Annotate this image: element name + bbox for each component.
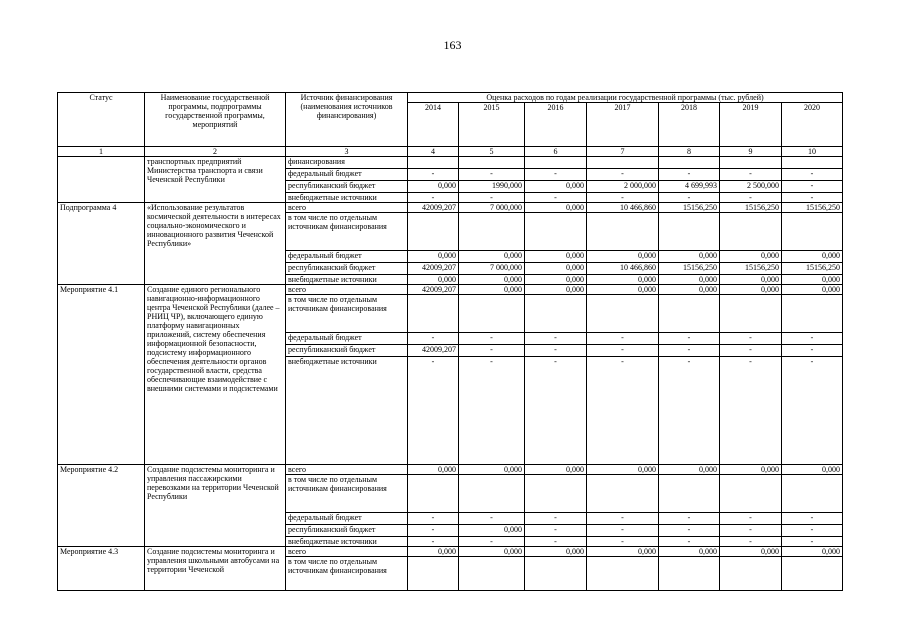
value-cell: - [587,169,659,181]
table-row [58,203,843,213]
value-cell [782,475,843,513]
value-cell: 0,000 [408,275,459,285]
value-cell: 0,000 [408,251,459,263]
value-cell: 0,000 [459,465,525,475]
value-cell: 0,000 [408,181,459,193]
value-cell: - [525,193,587,203]
value-cell [782,157,843,169]
value-cell: 0,000 [525,547,587,557]
value-cell: - [459,537,525,547]
source-cell: внебюджетные источники [286,193,408,203]
name-cell: Создание единого регионального навигационно-информационного центра Чеченской Республики (далее – РНИЦ ЧР), включающего единую платформу навигационных приложений, систему обеспечения информационной безопасности, подсистему информационного обеспечения деятельности органов государственной власти, средства обеспечивающие взаимодействие с внешними системами и подсистемами [145,285,286,465]
value-cell: - [525,525,587,537]
header-year: 2015 [459,103,525,147]
value-cell: - [408,333,459,345]
value-cell [720,295,782,333]
source-cell: в том числе по отдельным источникам финансирования [286,475,408,513]
name-cell: транспортных предприятий Министерства транспорта и связи Чеченской Республики [145,157,286,203]
source-cell: федеральный бюджет [286,251,408,263]
value-cell: 0,000 [782,275,843,285]
value-cell: 0,000 [720,547,782,557]
value-cell: 0,000 [525,285,587,295]
status-cell [58,157,145,203]
value-cell: - [459,357,525,465]
value-cell: - [720,193,782,203]
value-cell [659,157,720,169]
header-year: 2014 [408,103,459,147]
value-cell: 0,000 [720,465,782,475]
value-cell: 2 000,000 [587,181,659,193]
value-cell: 0,000 [587,285,659,295]
value-cell [408,157,459,169]
value-cell: - [659,169,720,181]
value-cell: 0,000 [408,547,459,557]
source-cell: республиканский бюджет [286,181,408,193]
value-cell: - [659,513,720,525]
value-cell: - [720,525,782,537]
column-number: 8 [659,147,720,157]
value-cell: 0,000 [587,465,659,475]
value-cell: - [782,525,843,537]
value-cell: 0,000 [659,547,720,557]
value-cell: 0,000 [659,251,720,263]
column-number: 10 [782,147,843,157]
value-cell: - [459,333,525,345]
header-year: 2020 [782,103,843,147]
value-cell: - [408,169,459,181]
value-cell: 0,000 [782,547,843,557]
value-cell: 10 466,860 [587,203,659,213]
value-cell [782,295,843,333]
value-cell: - [525,537,587,547]
value-cell: - [659,357,720,465]
value-cell: 7 000,000 [459,263,525,275]
value-cell: 0,000 [720,285,782,295]
value-cell: 0,000 [782,251,843,263]
value-cell [459,475,525,513]
value-cell: 15156,250 [782,263,843,275]
value-cell: 0,000 [587,251,659,263]
value-cell: 0,000 [525,251,587,263]
table-row [58,157,843,169]
value-cell: - [459,513,525,525]
value-cell: - [525,345,587,357]
value-cell [459,213,525,251]
value-cell: - [720,169,782,181]
value-cell: - [782,357,843,465]
column-number: 5 [459,147,525,157]
value-cell [720,213,782,251]
value-cell: - [587,525,659,537]
value-cell: 0,000 [459,525,525,537]
value-cell: - [720,357,782,465]
source-cell: республиканский бюджет [286,263,408,275]
value-cell [782,213,843,251]
table-row [58,465,843,475]
value-cell: - [659,345,720,357]
value-cell: - [525,333,587,345]
value-cell [408,295,459,333]
value-cell: 0,000 [587,547,659,557]
value-cell [720,157,782,169]
status-cell: Мероприятие 4.2 [58,465,145,547]
value-cell: - [408,537,459,547]
value-cell: - [525,357,587,465]
value-cell [587,557,659,591]
value-cell: - [782,193,843,203]
value-cell [659,295,720,333]
value-cell: 42009,207 [408,345,459,357]
column-number: 2 [145,147,286,157]
value-cell: - [459,193,525,203]
value-cell: - [525,513,587,525]
value-cell: 0,000 [525,203,587,213]
status-cell: Мероприятие 4.1 [58,285,145,465]
value-cell: 0,000 [782,465,843,475]
column-number: 1 [58,147,145,157]
value-cell: - [408,193,459,203]
value-cell: 0,000 [659,285,720,295]
header-year: 2016 [525,103,587,147]
header-estimate: Оценка расходов по годам реализации государственной программы (тыс. рублей) [408,93,843,103]
value-cell: - [782,513,843,525]
value-cell: 15156,250 [720,263,782,275]
source-cell: федеральный бюджет [286,169,408,181]
budget-table [57,92,843,591]
value-cell: - [659,537,720,547]
value-cell: 10 466,860 [587,263,659,275]
value-cell: 42009,207 [408,203,459,213]
source-cell: федеральный бюджет [286,513,408,525]
table-row [58,285,843,295]
value-cell: - [659,333,720,345]
value-cell [587,475,659,513]
value-cell: 2 500,000 [720,181,782,193]
value-cell: 0,000 [525,275,587,285]
value-cell: 1990,000 [459,181,525,193]
value-cell [659,213,720,251]
value-cell: 0,000 [459,285,525,295]
column-number: 9 [720,147,782,157]
value-cell [659,557,720,591]
header-year: 2017 [587,103,659,147]
source-cell: федеральный бюджет [286,333,408,345]
source-cell: внебюджетные источники [286,357,408,465]
source-cell: внебюджетные источники [286,275,408,285]
source-cell: в том числе по отдельным источникам финансирования [286,557,408,591]
value-cell [459,295,525,333]
source-cell: внебюджетные источники [286,537,408,547]
value-cell: - [587,345,659,357]
value-cell: - [408,525,459,537]
source-cell: республиканский бюджет [286,345,408,357]
source-cell: финансирования [286,157,408,169]
value-cell: 15156,250 [659,263,720,275]
value-cell [720,475,782,513]
value-cell: - [659,525,720,537]
column-number: 3 [286,147,408,157]
value-cell [408,213,459,251]
value-cell: 0,000 [525,465,587,475]
value-cell: - [782,181,843,193]
source-cell: всего [286,203,408,213]
value-cell [782,557,843,591]
value-cell [720,557,782,591]
value-cell [525,475,587,513]
header-status: Статус [58,93,145,147]
value-cell: 0,000 [720,251,782,263]
status-cell: Мероприятие 4.3 [58,547,145,591]
source-cell: всего [286,547,408,557]
value-cell: 15156,250 [720,203,782,213]
value-cell: - [782,333,843,345]
header-year: 2019 [720,103,782,147]
value-cell: - [459,345,525,357]
value-cell: 0,000 [459,547,525,557]
value-cell: 0,000 [459,251,525,263]
value-cell [525,157,587,169]
value-cell [525,295,587,333]
column-number: 4 [408,147,459,157]
value-cell: 7 000,000 [459,203,525,213]
page-number: 163 [443,38,462,52]
value-cell: - [720,537,782,547]
header-name: Наименование государственной программы, подпрограммы государственной программы, мероприятий [145,93,286,147]
value-cell: 4 699,993 [659,181,720,193]
value-cell: 15156,250 [659,203,720,213]
value-cell: 0,000 [587,275,659,285]
name-cell: «Использование результатов космической деятельности в интересах социально-экономического и инновационного развития Чеченской Республики» [145,203,286,285]
value-cell: - [408,513,459,525]
value-cell [408,475,459,513]
value-cell: - [459,169,525,181]
value-cell [587,295,659,333]
value-cell: - [525,169,587,181]
source-cell: в том числе по отдельным источникам финансирования [286,295,408,333]
value-cell [408,557,459,591]
name-cell: Создание подсистемы мониторинга и управления школьными автобусами на территории Чеченской [145,547,286,591]
value-cell: 0,000 [659,465,720,475]
source-cell: в том числе по отдельным источникам финансирования [286,213,408,251]
value-cell: - [782,537,843,547]
header-source: Источник финансирования (наименования источников финансирования) [286,93,408,147]
table-row [58,547,843,557]
value-cell: - [720,345,782,357]
value-cell [525,557,587,591]
value-cell: - [587,193,659,203]
value-cell: - [659,193,720,203]
value-cell: 0,000 [720,275,782,285]
value-cell: - [408,357,459,465]
value-cell [525,213,587,251]
source-cell: всего [286,285,408,295]
value-cell [459,157,525,169]
column-number: 6 [525,147,587,157]
value-cell: 0,000 [525,263,587,275]
value-cell: - [782,169,843,181]
source-cell: республиканский бюджет [286,525,408,537]
value-cell: 0,000 [659,275,720,285]
value-cell: - [587,333,659,345]
value-cell: - [587,513,659,525]
value-cell: 0,000 [525,181,587,193]
value-cell [587,213,659,251]
source-cell: всего [286,465,408,475]
value-cell: - [720,513,782,525]
value-cell: - [587,357,659,465]
header-year: 2018 [659,103,720,147]
value-cell [459,557,525,591]
value-cell: 15156,250 [782,203,843,213]
value-cell: 42009,207 [408,263,459,275]
name-cell: Создание подсистемы мониторинга и управления пассажирскими перевозками на территории Чеченской Республики [145,465,286,547]
value-cell [587,157,659,169]
value-cell: - [587,537,659,547]
status-cell: Подпрограмма 4 [58,203,145,285]
value-cell: 0,000 [459,275,525,285]
value-cell [659,475,720,513]
value-cell: 0,000 [408,465,459,475]
value-cell: 42009,207 [408,285,459,295]
column-number: 7 [587,147,659,157]
value-cell: - [720,333,782,345]
value-cell: 0,000 [782,285,843,295]
value-cell: - [782,345,843,357]
